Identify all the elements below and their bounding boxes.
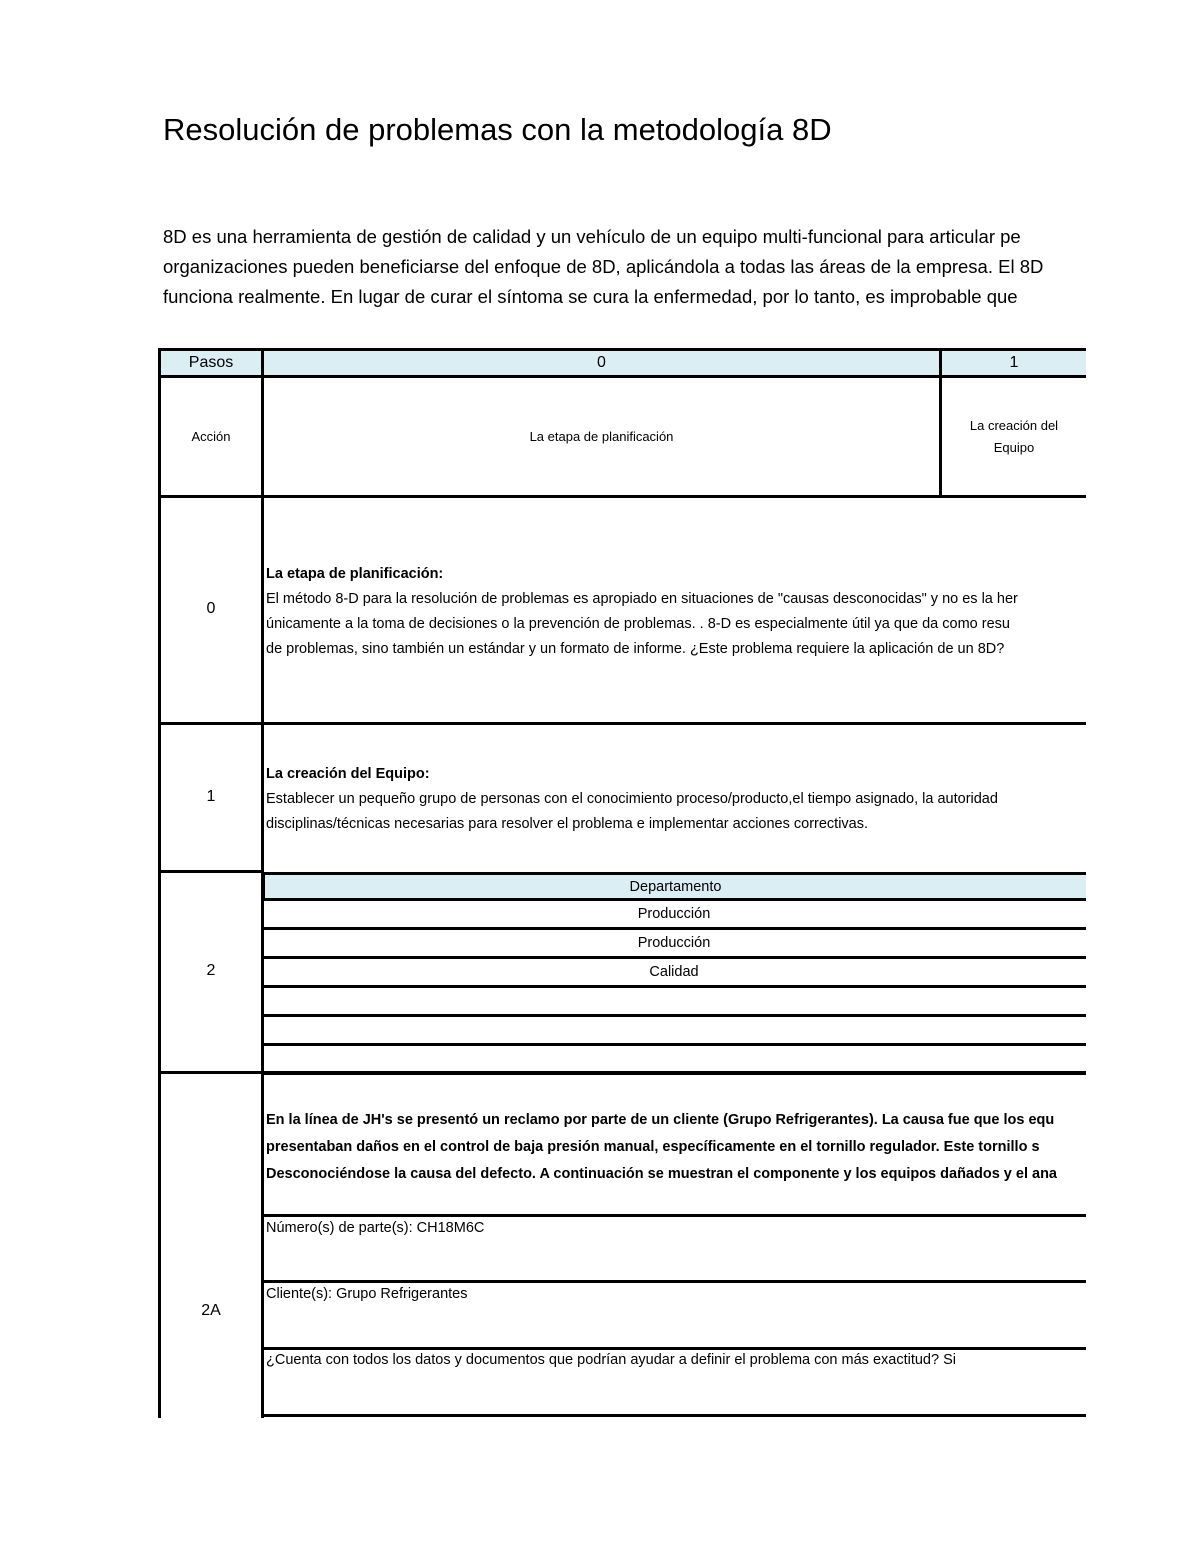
step-1-title: La creación del Equipo: (266, 766, 430, 782)
step-2a-line: Desconociéndose la causa del defecto. A continuación se muestran el componente y los equipos dañados y el ana (266, 1166, 1058, 1182)
row-divider (261, 1414, 1086, 1417)
step-1-line: disciplinas/técnicas necesarias para resolver el problema e implementar acciones correctivas. (266, 816, 869, 832)
department-cell (262, 1017, 1086, 1046)
step-2a-description (266, 1107, 1086, 1188)
step-2a-line: presentaban daños en el control de baja presión manual, específicamente en el tornillo regulador. Este tornillo s (266, 1139, 1040, 1155)
action-label: Acción (191, 429, 231, 444)
action-step0: La etapa de planificación (529, 429, 674, 444)
department-cell (262, 988, 1086, 1017)
table-left-border (158, 495, 161, 1418)
action-step1-cell (939, 375, 1086, 498)
action-step1-line: La creación del (969, 417, 1059, 433)
department-cell: Producción (262, 901, 1086, 930)
part-number-field: Número(s) de parte(s): CH18M6C (266, 1220, 485, 1236)
header-pasos: Pasos (158, 348, 264, 378)
intro-line: funciona realmente. En lugar de curar el síntoma se cura la enfermedad, por lo tanto, es improbable que (163, 286, 1018, 307)
department-header: Departamento (262, 872, 1086, 901)
header-step-0: 0 (261, 348, 942, 378)
row-divider (261, 1280, 1086, 1283)
step-2a-line: En la línea de JH's se presentó un reclamo por parte de un cliente (Grupo Refrigerantes). La causa fue que los equ (266, 1112, 1055, 1128)
page-title: Resolución de problemas con la metodología 8D (163, 112, 832, 147)
step-0-title: La etapa de planificación: (266, 566, 444, 582)
department-cell: Producción (262, 930, 1086, 959)
department-cell: Calidad (262, 959, 1086, 988)
row-divider (261, 722, 1086, 725)
header-step-1: 1 (939, 348, 1086, 378)
intro-paragraph (163, 222, 1085, 312)
client-field: Cliente(s): Grupo Refrigerantes (266, 1286, 468, 1302)
row-divider (158, 870, 264, 873)
step-0-line: El método 8-D para la resolución de problemas es apropiado en situaciones de "causas desconocidas" y no es la her (266, 591, 1018, 607)
row-divider (261, 1214, 1086, 1217)
step-number-2: 2 (206, 962, 216, 979)
step-number-2a: 2A (201, 1302, 221, 1319)
step-0-description (266, 562, 1086, 662)
data-availability-question: ¿Cuenta con todos los datos y documentos que podrían ayudar a definir el problema con más exactitud? Si (266, 1352, 956, 1368)
action-step1-line: Equipo (993, 439, 1035, 455)
intro-line: organizaciones pueden beneficiarse del enfoque de 8D, aplicándola a todas las áreas de la empresa. El 8D (163, 256, 1044, 277)
step-0-line: únicamente a la toma de decisiones o la prevención de problemas. . 8-D es especialmente útil ya que da como resu (266, 616, 1010, 632)
step-number-0: 0 (206, 600, 216, 617)
step-number-1: 1 (206, 788, 216, 805)
step-1-line: Establecer un pequeño grupo de personas con el conocimiento proceso/producto,el tiempo asignado, la autoridad (266, 791, 998, 807)
row-divider (261, 1071, 1086, 1074)
row-divider (158, 1071, 264, 1074)
row-divider (158, 722, 264, 725)
row-divider (261, 1347, 1086, 1350)
step-1-description (266, 762, 1086, 837)
step-0-line: de problemas, sino también un estándar y un formato de informe. ¿Este problema requiere la aplicación de un 8D? (266, 641, 1005, 657)
action-step0-cell (261, 375, 942, 498)
action-label-cell (158, 375, 264, 498)
intro-line: 8D es una herramienta de gestión de calidad y un vehículo de un equipo multi-funcional para articular pe (163, 226, 1021, 247)
